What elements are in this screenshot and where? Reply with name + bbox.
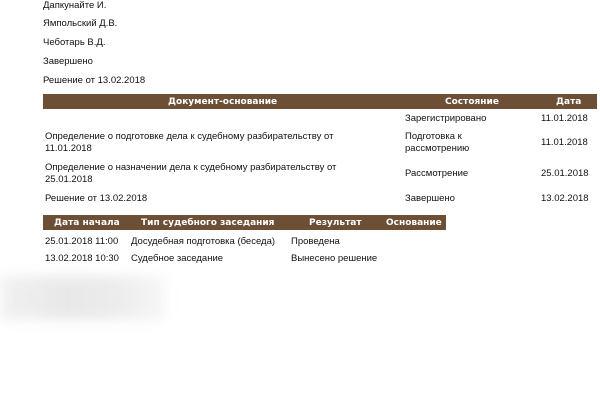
date-cell: 25.01.2018 <box>541 168 589 179</box>
state-cell: Зарегистрировано <box>405 113 487 124</box>
column-header-document: Документ-основание <box>168 97 278 107</box>
document-cell[interactable]: Определение о назначении дела к судебному разбирательству от 25.01.2018 <box>45 162 337 185</box>
state-cell: Подготовка к рассмотрению <box>405 131 470 154</box>
result-cell: Проведена <box>291 236 340 247</box>
column-header-type: Тип судебного заседания <box>141 218 275 228</box>
start-cell: 13.02.2018 10:30 <box>45 253 119 264</box>
case-status: Завершено <box>43 56 93 67</box>
hearings-table-header <box>43 215 446 230</box>
document-cell[interactable]: Определение о подготовке дела к судебному разбирательству от 11.01.2018 <box>45 131 334 154</box>
column-header-start: Дата начала <box>54 218 120 228</box>
type-cell: Досудебная подготовка (беседа) <box>131 236 276 247</box>
party-name-1: Дапкунайте И. <box>43 0 107 11</box>
column-header-result: Результат <box>309 218 362 228</box>
party-name-3: Чеботарь В.Д. <box>43 37 106 48</box>
column-header-state: Состояние <box>445 97 499 107</box>
column-header-basis: Основание <box>386 218 442 228</box>
case-decision: Решение от 13.02.2018 <box>43 75 146 86</box>
result-cell: Вынесено решение <box>291 253 378 264</box>
documents-table-header <box>43 94 597 109</box>
date-cell: 11.01.2018 <box>541 113 588 124</box>
type-cell: Судебное заседание <box>131 253 224 264</box>
state-cell: Рассмотрение <box>405 168 469 179</box>
start-cell: 25.01.2018 11:00 <box>45 236 119 247</box>
document-cell[interactable]: Решение от 13.02.2018 <box>45 193 148 204</box>
date-cell: 13.02.2018 <box>541 193 589 204</box>
blurred-region <box>0 276 165 320</box>
party-name-2: Ямпольский Д.В. <box>43 18 118 29</box>
state-cell: Завершено <box>405 193 455 204</box>
column-header-date: Дата <box>556 97 582 107</box>
date-cell: 11.01.2018 <box>541 137 588 148</box>
